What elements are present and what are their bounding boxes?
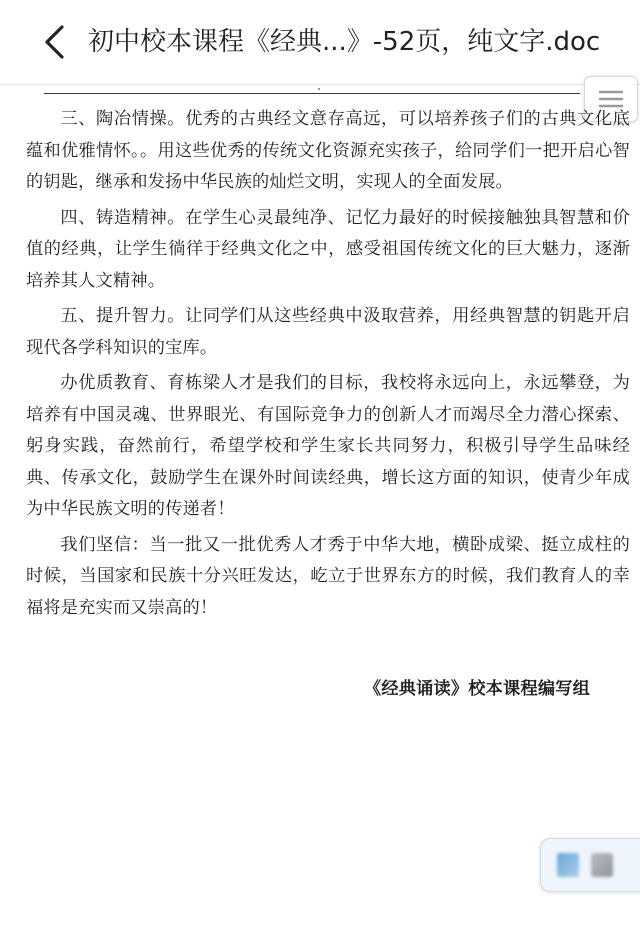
document-body xyxy=(26,104,630,710)
paragraph-forge-spirit: 四、铸造精神。在学生心灵最纯净、记忆力最好的时候接触独具智慧和价值的经典，让学生徜徉于经典文化之中，感受祖国传统文化的巨大魅力，逐渐培养其人文精神。 xyxy=(26,207,630,291)
paragraph-cultivate-sentiment: 三、陶冶情操。优秀的古典经文意存高远，可以培养孩子们的古典文化底蕴和优雅情怀。。用这些优秀的传统文化资源充实孩子，给同学们一把开启心智的钥匙，继承和发扬中华民族的灿烂文明，实现人的全面发展。 xyxy=(26,109,630,192)
page-header-rule xyxy=(44,93,580,94)
chevron-left-icon xyxy=(42,24,66,60)
floating-widget[interactable] xyxy=(540,838,640,892)
paragraph-improve-intellect: 五、提升智力。让同学们从这些经典中汲取营养，用经典智慧的钥匙开启现代各学科知识的宝库。 xyxy=(26,306,630,358)
back-button[interactable] xyxy=(34,22,74,62)
top-bar xyxy=(0,0,640,85)
blurred-thumbnail-icon xyxy=(557,853,579,877)
blurred-thumbnail-icon xyxy=(591,853,613,877)
paragraph-school-goal: 办优质教育、育栋梁人才是我们的目标，我校将永远向上，永远攀登，为培养有中国灵魂、世界眼光、有国际竞争力的创新人才而竭尽全力潜心探索、躬身实践，奋然前行，希望学校和学生家长共同努力，积极引导学生品味经典、传承文化，鼓励学生在课外时间读经典，增长这方面的知识，使青少年成为中华民族文明的传递者！ xyxy=(26,373,630,519)
document-title: 初中校本课程《经典...》-52页，纯文字.doc xyxy=(88,27,601,57)
signature: 《经典诵读》校本课程编写组 xyxy=(363,679,590,699)
paragraph-belief: 我们坚信：当一批又一批优秀人才秀于中华大地，横卧成梁、挺立成柱的时候，当国家和民族十分兴旺发达，屹立于世界东方的时候，我们教育人的幸福将是充实而又崇高的！ xyxy=(26,534,630,618)
page-marker-dot xyxy=(318,88,320,90)
